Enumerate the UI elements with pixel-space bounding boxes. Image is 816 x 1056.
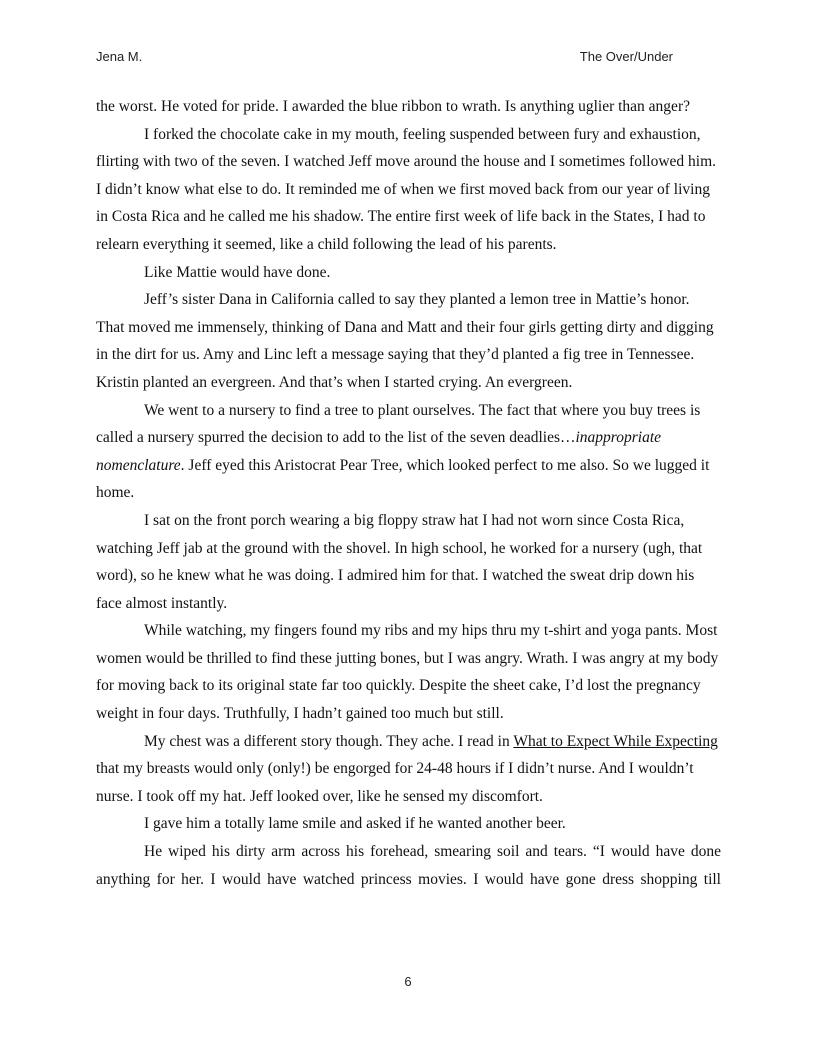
paragraph-7: While watching, my fingers found my ribs and my hips thru my t-shirt and yoga pants. Most women would be thrilled to find these jutting bones, but I was angry. Wrath. I was angry at my body for moving back to its original state far too quickly. Despite the sheet cake, I’d lost the pregnancy weight in four days. Truthfully, I hadn’t gained too much but still. — [96, 622, 719, 723]
paragraph-4: Jeff’s sister Dana in California called to say they planted a lemon tree in Mattie’s honor. That moved me immensely, thinking of Dana and Matt and their four girls getting dirty and digging in the dirt for us. Amy and Linc left a message saying that they’d planted a fig tree in Tennessee. Kristin planted an evergreen. And that’s when I started crying. An evergreen. — [96, 291, 714, 391]
paragraph-8-text-start: My chest was a different story though. They ache. I read in — [144, 732, 514, 750]
header-author: Jena M. — [96, 49, 143, 64]
paragraph-2: I forked the chocolate cake in my mouth, feeling suspended between fury and exhaustion, flirting with two of the seven. I watched Jeff move around the house and I sometimes followed him. I didn’t know what else to do. It reminded me of when we first moved back from our year of living in Costa Rica and he called me his shadow. The entire first week of life back in the States, I had to relearn everything it seemed, like a child following the lead of his parents. — [96, 125, 716, 253]
manuscript-body — [96, 93, 721, 893]
paragraph-5 — [96, 397, 721, 507]
paragraph-8-text-end: that my breasts would only (only!) be engorged for 24-48 hours if I didn’t nurse. And I wouldn’t nurse. I took off my hat. Jeff looked over, like he sensed my discomfort. — [96, 760, 694, 805]
paragraph-5-text-start: We went to a nursery to find a tree to plant ourselves. The fact that where you buy trees is called a nursery spurred the decision to add to the list of the seven deadlies… — [96, 401, 701, 447]
paragraph-5-italic: inappropriate nomenclature — [96, 429, 662, 474]
book-title: What to Expect While Expecting — [513, 732, 718, 750]
paragraph-6: I sat on the front porch wearing a big floppy straw hat I had not worn since Costa Rica, watching Jeff jab at the ground with the shovel. In high school, he worked for a nursery (ugh, that word), so he knew what he was doing. I admired him for that. I watched the sweat drip down his face almost instantly. — [96, 511, 703, 612]
paragraph-3: Like Mattie would have done. — [144, 263, 331, 281]
paragraph-1: the worst. He voted for pride. I awarded the blue ribbon to wrath. Is anything uglier than anger? — [96, 98, 690, 115]
page-header — [96, 49, 673, 69]
paragraph-9: I gave him a totally lame smile and asked if he wanted another beer. — [144, 815, 566, 833]
paragraph-10: He wiped his dirty arm across his forehead, smearing soil and tears. “I would have done anything for her. I would have watched princess movies. I would have gone dress shopping till — [96, 843, 721, 888]
page-number: 6 — [404, 974, 412, 989]
paragraph-8 — [96, 728, 721, 811]
paragraph-5-text-end: . Jeff eyed this Aristocrat Pear Tree, which looked perfect to me also. So we lugged it home. — [96, 456, 710, 502]
header-title: The Over/Under — [579, 49, 673, 64]
